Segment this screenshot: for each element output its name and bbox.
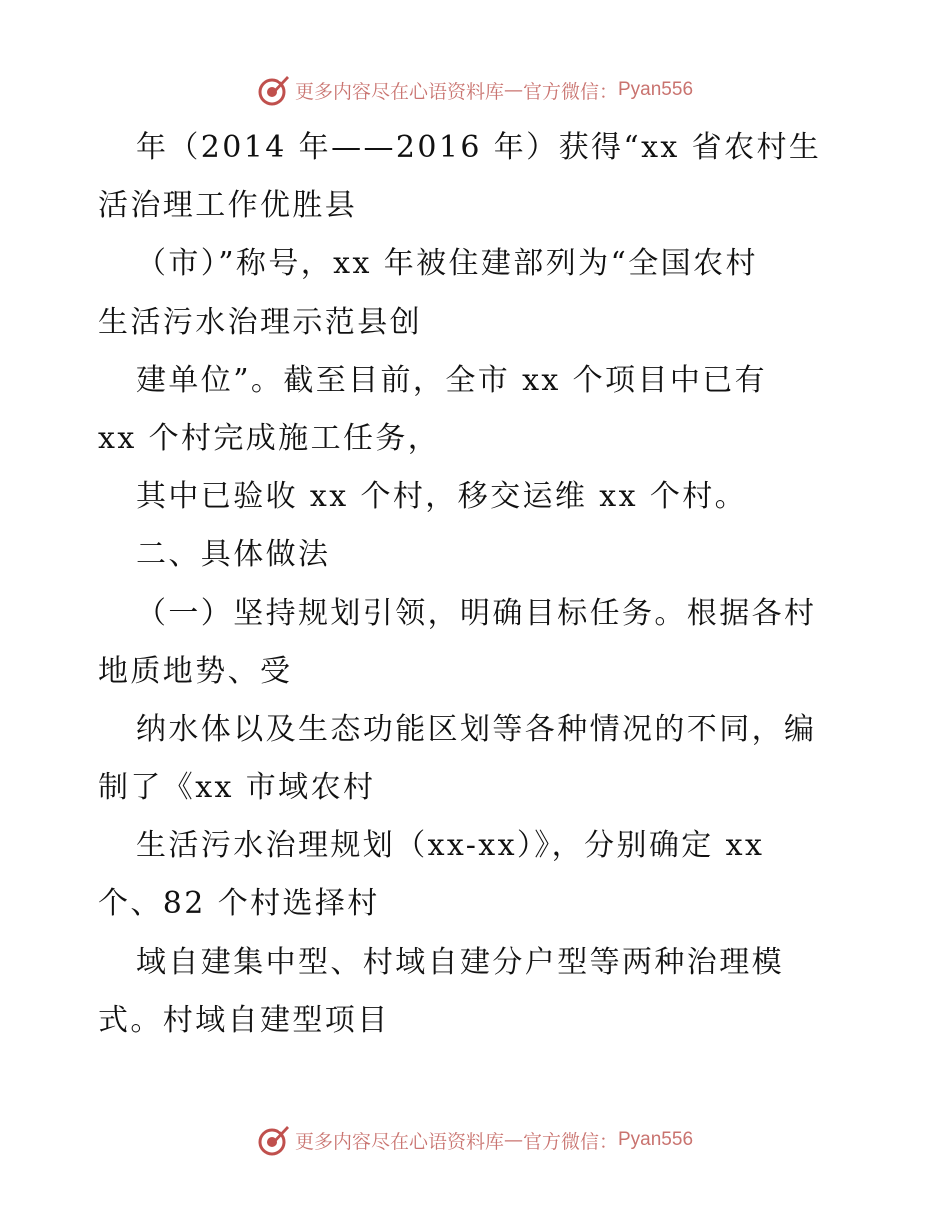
text-line: 年（2014 年——2016 年）获得“xx 省农村生 xyxy=(136,130,822,165)
text-line: 式。村域自建型项目 xyxy=(98,1002,390,1038)
section-heading: 二、具体做法 xyxy=(136,537,331,573)
text-line: 地质地势、受 xyxy=(98,653,293,689)
text-line: 活治理工作优胜县 xyxy=(98,188,358,224)
watermark-official: 官方微信： xyxy=(522,80,618,103)
text-line: 纳水体以及生态功能区划等各种情况的不同，编 xyxy=(136,711,817,747)
text-line: 制了《xx 市域农村 xyxy=(98,770,376,806)
watermark-separator: — xyxy=(503,1129,523,1151)
watermark-separator: — xyxy=(503,79,523,101)
text-line: 建单位”。截至目前，全市 xx 个项目中已有 xyxy=(136,362,768,398)
text-line: 个、82 个村选择村 xyxy=(98,886,380,922)
watermark-banner-bottom xyxy=(0,1120,950,1160)
text-line: （市）”称号，xx 年被住建部列为“全国农村 xyxy=(136,246,758,282)
watermark-account: Pyan556 xyxy=(618,79,694,100)
watermark-text: 更多内容尽在心语资料库 xyxy=(294,80,504,103)
quill-seal-icon xyxy=(257,1123,291,1157)
text-line: xx 个村完成施工任务， xyxy=(98,420,441,456)
text-line: （一）坚持规划引领，明确目标任务。根据各村 xyxy=(136,595,817,631)
watermark-official: 官方微信： xyxy=(522,1130,618,1153)
document-body xyxy=(98,119,858,1050)
text-line: 域自建集中型、村域自建分户型等两种治理模 xyxy=(136,944,784,980)
text-line: 生活污水治理规划（xx-xx）》，分别确定 xx xyxy=(136,828,765,864)
watermark-text: 更多内容尽在心语资料库 xyxy=(294,1130,504,1153)
quill-seal-icon xyxy=(257,73,291,107)
text-line: 生活污水治理示范县创 xyxy=(98,304,422,340)
watermark-account: Pyan556 xyxy=(618,1129,694,1150)
text-line: 其中已验收 xx 个村，移交运维 xx 个村。 xyxy=(136,479,748,515)
watermark-banner-top xyxy=(0,70,950,110)
